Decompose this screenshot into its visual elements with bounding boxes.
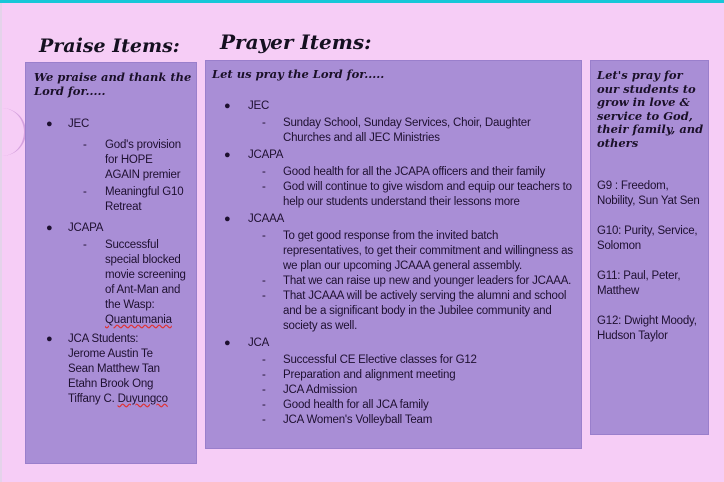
bullet-icon: ●	[224, 213, 231, 225]
item-text: JCA Admission	[283, 384, 358, 396]
item-text: JCA Women's Volleyball Team	[283, 414, 433, 426]
group-label: JEC	[68, 118, 90, 130]
student-name: Tiffany C. Duyungco	[68, 393, 168, 405]
item-text: Sunday School, Sunday Services, Choir, Daughter Churches and all JEC Ministries	[283, 117, 531, 144]
list-item	[206, 413, 574, 428]
bullet-icon: ●	[46, 118, 53, 130]
item-text: That we can raise up new and younger leaders for JCAAA.	[283, 275, 572, 287]
prayer-heading: Prayer Items:	[220, 30, 372, 54]
left-edge-strip	[0, 3, 2, 482]
list-item	[206, 116, 574, 146]
praise-group-students	[26, 332, 198, 407]
item-text: Successful special blocked movie screening of Ant-Man and the Wasp: Quantumania	[105, 239, 186, 326]
praise-panel	[25, 62, 197, 464]
class-item-g9: G9 : Freedom, Nobility, Sun Yat Sen	[597, 180, 700, 207]
praise-list	[26, 117, 198, 407]
dash-icon: -	[262, 354, 266, 366]
decorative-swoosh	[0, 108, 26, 156]
group-label: JCAAA	[248, 213, 285, 225]
list-item	[206, 229, 574, 274]
dash-icon: -	[262, 166, 266, 178]
praise-group-jec	[26, 117, 198, 215]
list-item	[206, 289, 574, 334]
top-accent-bar	[0, 0, 724, 3]
list-item	[26, 138, 186, 183]
list-item	[206, 383, 574, 398]
dash-icon: -	[83, 186, 87, 198]
group-label: JEC	[248, 100, 270, 112]
bullet-icon: ●	[46, 222, 53, 234]
list-item	[206, 180, 574, 210]
prayer-list	[206, 99, 583, 428]
prayer-group-jec	[206, 99, 583, 146]
dash-icon: -	[262, 275, 266, 287]
prayer-group-jca	[206, 336, 583, 428]
dash-icon: -	[262, 399, 266, 411]
dash-icon: -	[83, 239, 87, 251]
class-item-g10: G10: Purity, Service, Solomon	[597, 225, 698, 252]
item-text: Preparation and alignment meeting	[283, 369, 456, 381]
praise-group-jcapa	[26, 221, 198, 328]
item-text: To get good response from the invited batch representatives, to get their commitment and willingness as we plan our upcoming JCAAA general assembly.	[283, 230, 573, 272]
dash-icon: -	[262, 290, 266, 302]
item-text: God's provision for HOPE AGAIN premier	[105, 139, 181, 181]
dash-icon: -	[262, 117, 266, 129]
list-item	[26, 185, 186, 215]
student-name: Etahn Brook Ong	[68, 378, 154, 390]
prayer-intro: Let us pray the Lord for.....	[212, 67, 385, 81]
class-item-g12: G12: Dwight Moody, Hudson Taylor	[597, 315, 697, 342]
bullet-icon: ●	[224, 100, 231, 112]
dash-icon: -	[262, 414, 266, 426]
item-text: That JCAAA will be actively serving the alumni and school and be a significant body in the Jubilee community and society as well.	[283, 290, 567, 332]
praise-intro: We praise and thank the Lord for.....	[34, 70, 192, 98]
group-label: JCA Students:	[68, 333, 139, 345]
list-item	[206, 353, 574, 368]
bullet-icon: ●	[224, 149, 231, 161]
group-label: JCAPA	[68, 222, 104, 234]
group-label: JCA	[248, 337, 270, 349]
praise-heading: Praise Items:	[39, 35, 180, 57]
class-item-g11: G11: Paul, Peter, Matthew	[597, 270, 681, 297]
spellcheck-underline: Quantumania	[105, 314, 172, 326]
dash-icon: -	[83, 139, 87, 151]
bullet-icon: ●	[224, 337, 231, 349]
prayer-panel	[205, 60, 582, 449]
list-item	[206, 398, 574, 413]
dash-icon: -	[262, 384, 266, 396]
item-text: God will continue to give wisdom and equip our teachers to help our students understand their lessons more	[283, 181, 572, 208]
student-name: Jerome Austin Te	[68, 348, 153, 360]
list-item	[206, 368, 574, 383]
spellcheck-underline: Duyungco	[117, 393, 168, 405]
dash-icon: -	[262, 181, 266, 193]
dash-icon: -	[262, 369, 266, 381]
students-panel	[590, 60, 709, 435]
list-item	[206, 165, 574, 180]
item-text: Good health for all JCA family	[283, 399, 429, 411]
students-intro: Let's pray for our students to grow in love & service to God, their family, and others	[597, 68, 704, 150]
group-label: JCAPA	[248, 149, 284, 161]
list-item	[206, 274, 574, 289]
dash-icon: -	[262, 230, 266, 242]
bullet-icon: ●	[46, 333, 53, 345]
prayer-group-jcaaa	[206, 212, 583, 334]
item-text: Good health for all the JCAPA officers and their family	[283, 166, 546, 178]
prayer-group-jcapa	[206, 148, 583, 210]
item-text: Meaningful G10 Retreat	[105, 186, 184, 213]
student-name: Sean Matthew Tan	[68, 363, 160, 375]
class-list	[597, 179, 709, 359]
item-text: Successful CE Elective classes for G12	[283, 354, 477, 366]
list-item	[26, 238, 186, 328]
